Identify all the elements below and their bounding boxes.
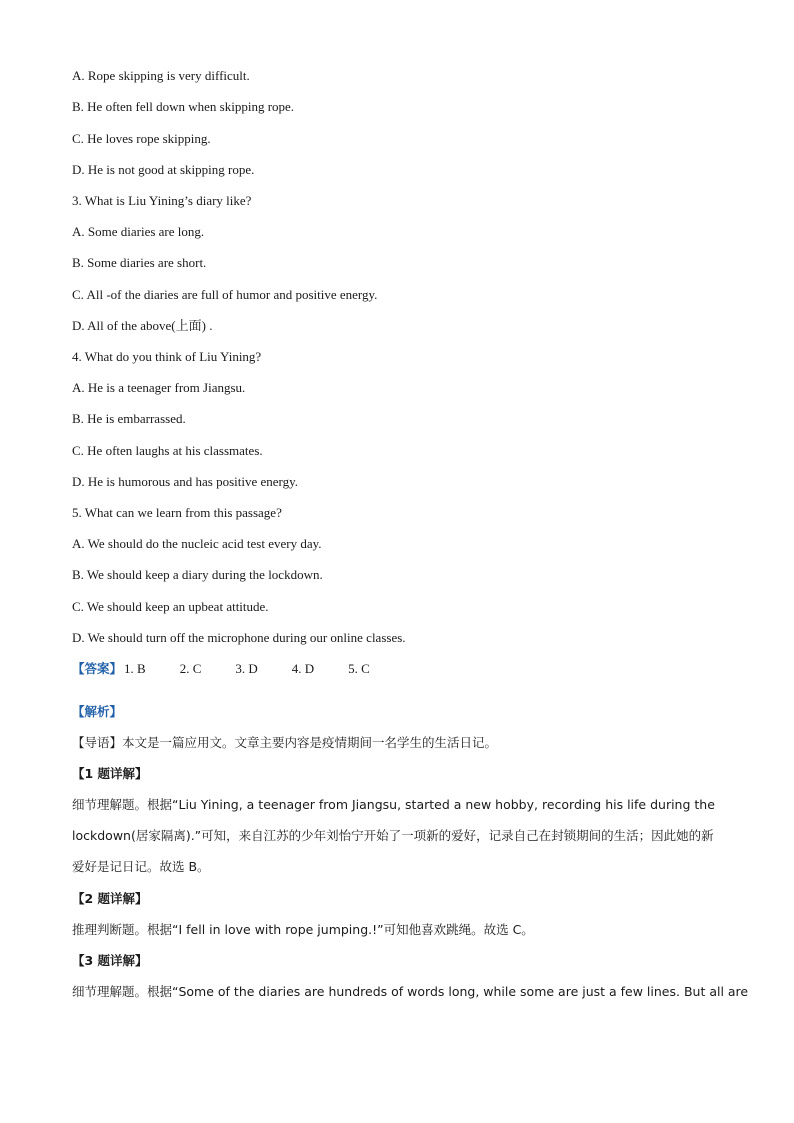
answer-label: 【答案】 (72, 661, 123, 676)
q3-option-c: C. All -of the diaries are full of humor and positive energy. (72, 287, 378, 302)
q3-detail-text: 细节理解题。根据“Some of the diaries are hundreds of words long, while some are just a few lines. But all are (72, 984, 749, 999)
q1-detail-heading: 【1 题详解】 (72, 766, 148, 781)
answer-item: 1. B (124, 661, 146, 676)
answer-item: 2. C (179, 661, 202, 676)
q3-question: 3. What is Liu Yining’s diary like? (72, 193, 252, 208)
q3-option-b: B. Some diaries are short. (72, 255, 207, 270)
q2-detail-text: 推理判断题。根据“I fell in love with rope jumping.!”可知他喜欢跳绳。故选 C。 (72, 922, 534, 937)
q4-question: 4. What do you think of Liu Yining? (72, 349, 262, 364)
answer-item: 3. D (235, 661, 258, 676)
q5-question: 5. What can we learn from this passage? (72, 505, 282, 520)
q4-option-a: A. He is a teenager from Jiangsu. (72, 380, 246, 395)
q2-option-d: D. He is not good at skipping rope. (72, 162, 255, 177)
q2-option-c: C. He loves rope skipping. (72, 131, 211, 146)
q5-option-d: D. We should turn off the microphone during our online classes. (72, 630, 406, 645)
answer-item: 4. D (291, 661, 315, 676)
q2-option-a: A. Rope skipping is very difficult. (72, 68, 250, 83)
q2-detail-heading: 【2 题详解】 (72, 891, 148, 906)
q5-option-b: B. We should keep a diary during the lockdown. (72, 567, 323, 582)
q2-option-b: B. He often fell down when skipping rope. (72, 99, 295, 114)
q4-option-b: B. He is embarrassed. (72, 411, 186, 426)
q3-detail-heading: 【3 题详解】 (72, 953, 148, 968)
q3-option-a: A. Some diaries are long. (72, 224, 205, 239)
q3-option-d: D. All of the above(上面) . (72, 318, 213, 333)
q5-option-a: A. We should do the nucleic acid test every day. (72, 536, 322, 551)
analysis-guide: 【导语】本文是一篇应用文。文章主要内容是疫情期间一名学生的生活日记。 (72, 735, 498, 750)
answer-item: 5. C (348, 661, 370, 676)
q1-detail-text: 细节理解题。根据“Liu Yining, a teenager from Jiangsu, started a new hobby, recording his life during the lockdown(居家隔离).”可知，来自江苏的少年刘怡宁开始了一项新的爱好，记录自己在封锁期间的生活；因此她的新爱好是记日记。故选 B。 (72, 797, 715, 874)
q5-option-c: C. We should keep an upbeat attitude. (72, 599, 269, 614)
q4-option-c: C. He often laughs at his classmates. (72, 443, 263, 458)
answer-row (72, 661, 404, 677)
q4-option-d: D. He is humorous and has positive energy. (72, 474, 299, 489)
analysis-label: 【解析】 (72, 704, 123, 719)
